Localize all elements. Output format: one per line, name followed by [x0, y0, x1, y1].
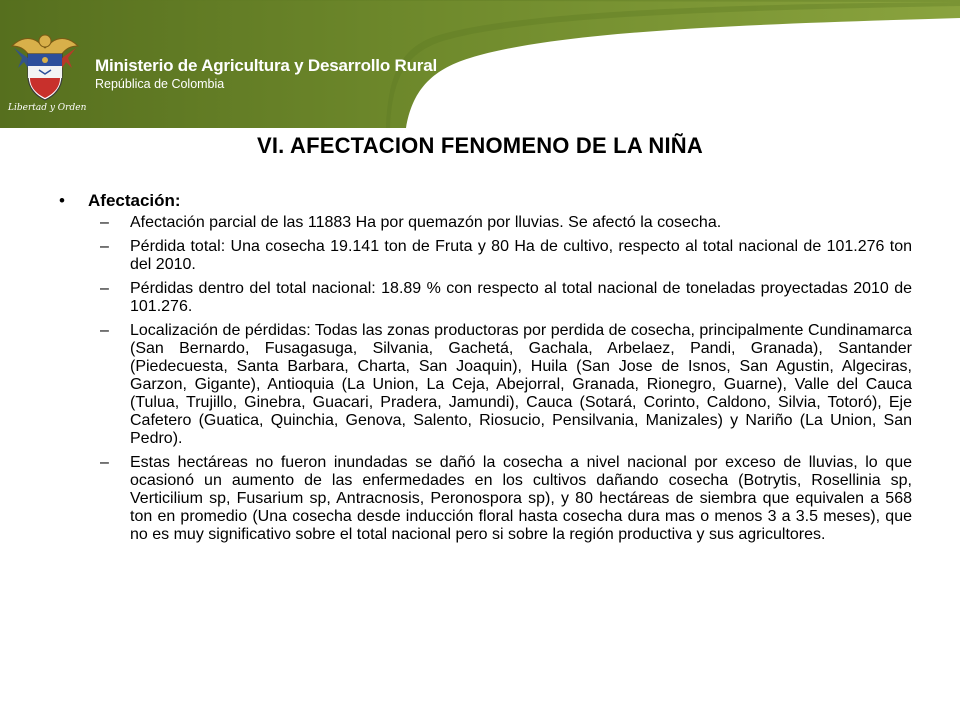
crest-motto: Libertad y Orden	[8, 103, 87, 113]
list-item-text: Pérdida total: Una cosecha 19.141 ton de Fruta y 80 Ha de cultivo, respecto al total nacional de 101.276 ton del 2010.	[130, 238, 912, 273]
list-item	[56, 214, 912, 232]
section-heading	[56, 190, 912, 212]
dash-icon: –	[100, 238, 109, 255]
list-item	[56, 280, 912, 316]
bullet-icon: •	[59, 191, 65, 210]
dash-icon: –	[100, 214, 109, 231]
section-heading-label: Afectación:	[88, 191, 181, 210]
slide-content	[56, 190, 912, 550]
colombia-coat-of-arms	[8, 32, 87, 124]
dash-icon: –	[100, 280, 109, 297]
list-item	[56, 238, 912, 274]
list-item-text: Estas hectáreas no fueron inundadas se dañó la cosecha a nivel nacional por exceso de lluvias, lo que ocasionó un aumento de las enfermedades en los cultivos dañando cosecha (Botrytis, Rosellinia sp, Verticilium sp, Fusarium sp, Antracnosis, Peronospora sp), y 80 hectáreas de siembra que equivalen a 568 ton en promedio (Una cosecha desde inducción floral hasta cosecha dura mas o menos 3 a 3.5 meses), que no es muy significativo sobre el total nacional pero si sobre la región productiva y sus agricultores.	[130, 454, 912, 543]
dash-icon: –	[100, 454, 109, 471]
coat-of-arms-icon	[8, 32, 82, 104]
list-item-text: Afectación parcial de las 11883 Ha por quemazón por lluvias. Se afectó la cosecha.	[130, 214, 722, 231]
list-item	[56, 322, 912, 448]
slide-title: VI. AFECTACION FENOMENO DE LA NIÑA	[257, 133, 703, 158]
list-item-text: Pérdidas dentro del total nacional: 18.89 % con respecto al total nacional de toneladas proyectadas 2010 de 101.276.	[130, 280, 912, 315]
ministry-name: Ministerio de Agricultura y Desarrollo Rural	[95, 56, 437, 75]
list-item	[56, 454, 912, 544]
list-item-text: Localización de pérdidas: Todas las zonas productoras por perdida de cosecha, principalmente Cundinamarca (San Bernardo, Fusagasuga, Silvania, Gachetá, Gachala, Arbelaez, Pandi, Granada), Santander (Piedecuesta, Santa Barbara, Charta, San Joaquin), Huila (San Jose de Isnos, San Agustin, Algeciras, Garzon, Gigante), Antioquia (La Union, La Ceja, Abejorral, Granada, Rionegro, Guarne), Valle del Cauca (Tulua, Trujillo, Ginebra, Guacari, Pradera, Jamundi), Cauca (Sotará, Corinto, Caldono, Silvia, Totoró), Eje Cafetero (Guatica, Quinchia, Genova, Salento, Riosucio, Pensilvania, Manizales) y Nariño (La Union, San Pedro).	[130, 322, 912, 447]
sub-bullet-list	[56, 214, 912, 544]
header-banner	[0, 0, 960, 128]
ministry-subtitle: República de Colombia	[95, 77, 225, 91]
dash-icon: –	[100, 322, 109, 339]
